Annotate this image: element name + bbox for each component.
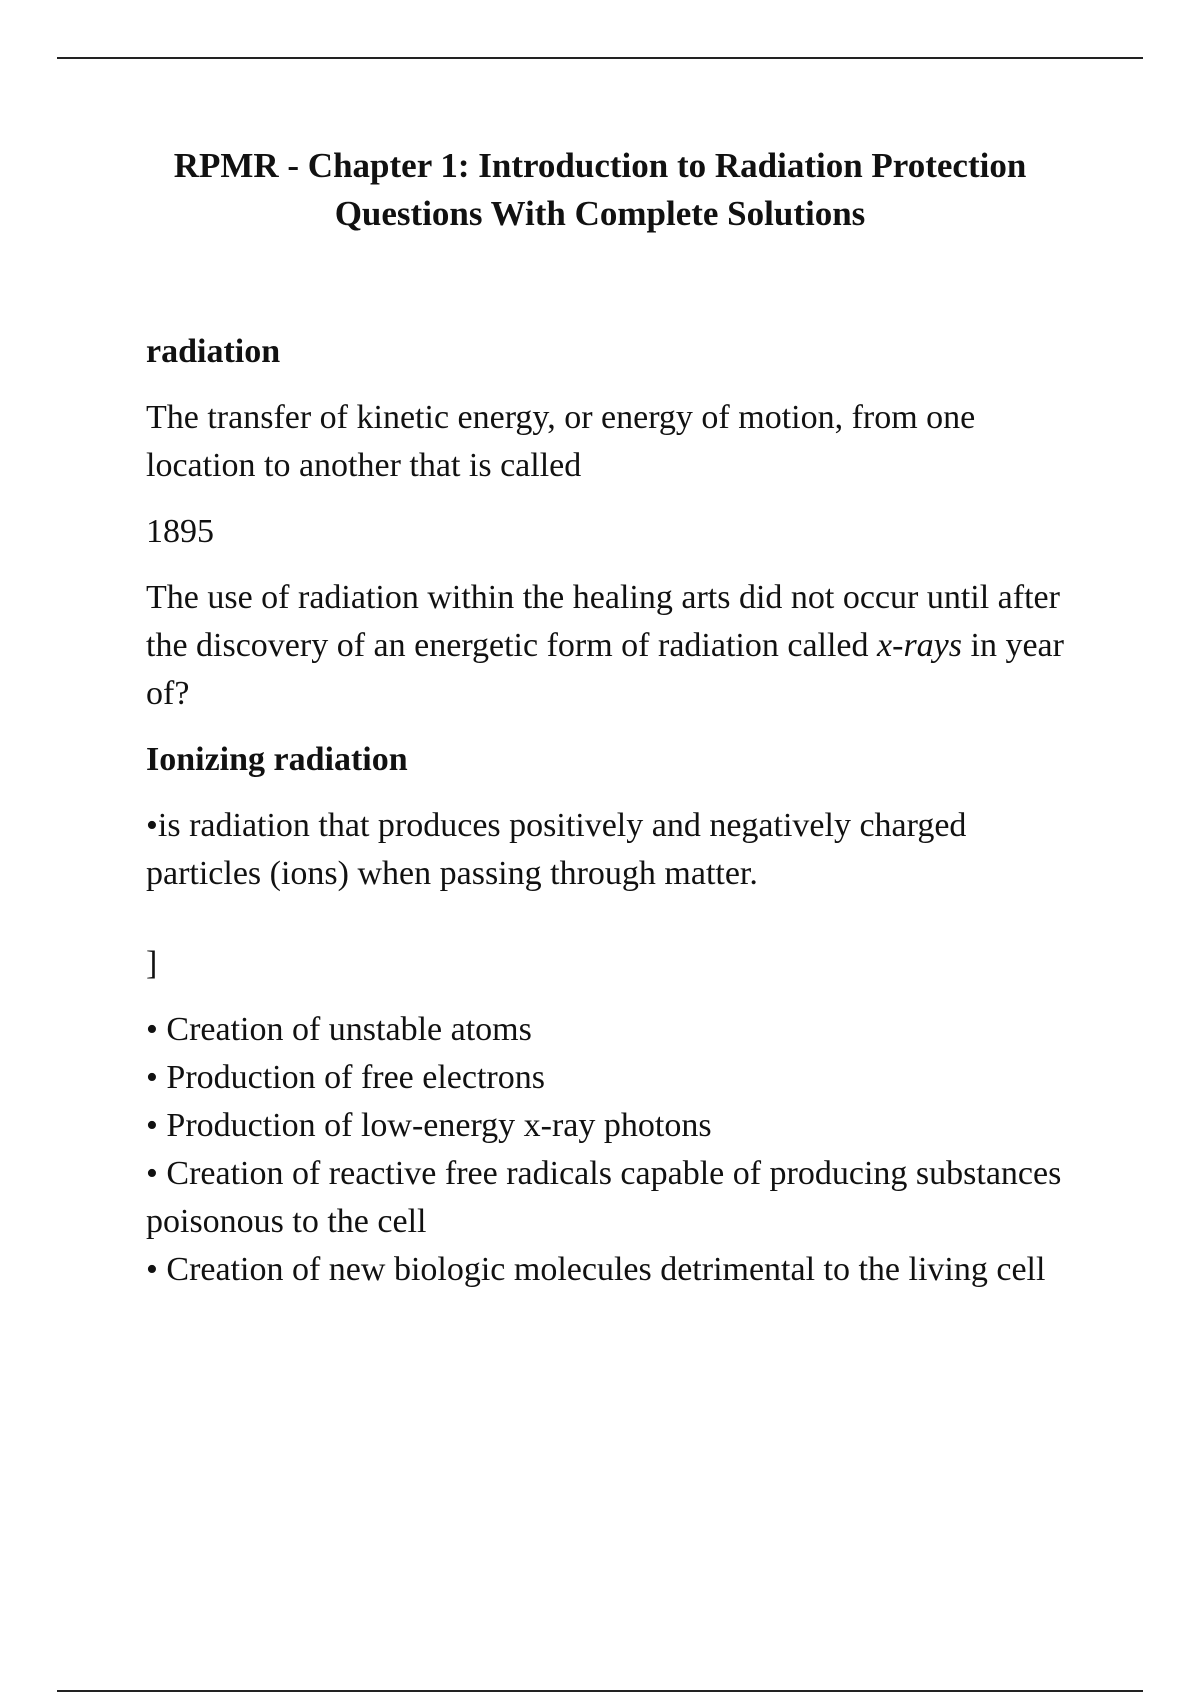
definition-1895-italic: x-rays <box>877 627 962 664</box>
bottom-rule <box>57 1690 1143 1692</box>
list-item: • Production of low-energy x-ray photons <box>146 1107 712 1144</box>
definition-1895-tail: in year of? <box>146 627 1064 712</box>
definition-1895 <box>146 574 1076 718</box>
term-radiation: radiation <box>146 333 281 370</box>
effects-list <box>146 1006 1076 1294</box>
definition-ionizing-radiation: •is radiation that produces positively and negatively charged particles (ions) when passing through matter. <box>146 807 967 892</box>
list-item: • Creation of new biologic molecules detrimental to the living cell <box>146 1251 1046 1288</box>
list-item: • Creation of unstable atoms <box>146 1011 532 1048</box>
page-title <box>100 142 1100 238</box>
qa-content <box>146 328 1076 1294</box>
term-1895: 1895 <box>146 513 214 550</box>
top-rule <box>57 57 1143 59</box>
list-item: • Creation of reactive free radicals capable of producing substances poisonous to the cell <box>146 1155 1062 1240</box>
page-title-line-1: RPMR - Chapter 1: Introduction to Radiation Protection <box>173 146 1027 185</box>
page-title-line-2: Questions With Complete Solutions <box>334 194 866 233</box>
term-ionizing-radiation: Ionizing radiation <box>146 741 408 778</box>
bracket-term: ] <box>146 945 158 982</box>
definition-radiation: The transfer of kinetic energy, or energy of motion, from one location to another that is called <box>146 399 976 484</box>
definition-1895-text: The use of radiation within the healing arts did not occur until after the discovery of an energetic form of radiation called <box>146 579 1060 664</box>
list-item: • Production of free electrons <box>146 1059 545 1096</box>
